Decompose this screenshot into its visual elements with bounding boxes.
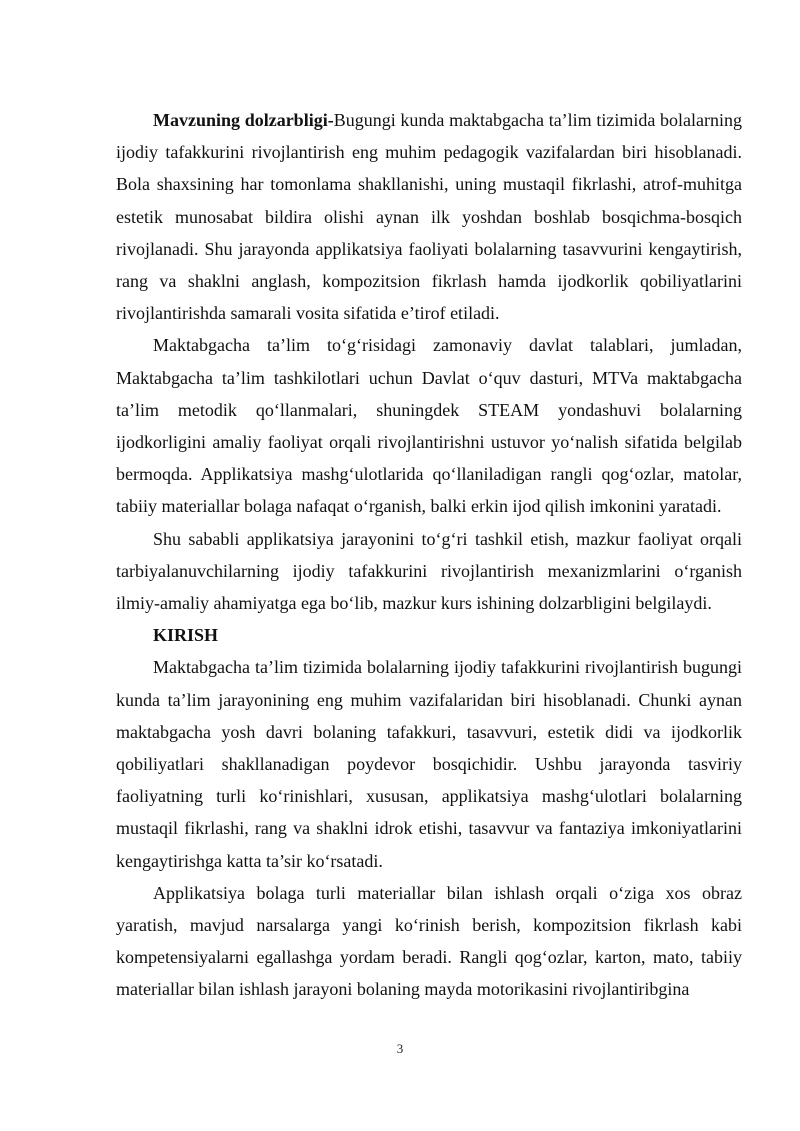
relevance-paragraph-1 [116,104,742,329]
introduction-paragraph-1: Maktabgacha ta’lim tizimida bolalarning ijodiy tafakkurini rivojlantirish bugungi kunda ta’lim jarayonining eng muhim vazifalaridan biri hisoblanadi. Chunki aynan maktabgacha yosh davri bolaning tafakkuri, tasavvuri, estetik didi va ijodkorlik qobiliyatlari shakllanadigan poydevor bosqichidir. Ushbu jarayonda tasviriy faoliyatning turli ko‘rinishlari, xususan, applikatsiya mashg‘ulotlari bolalarning mustaqil fikrlashi, rang va shaklni idrok etishi, tasavvur va fantaziya imkoniyatlarini kengaytirishga katta ta’sir ko‘rsatadi. [116,657,742,871]
introduction-heading: KIRISH [153,625,219,646]
page-number: 3 [396,1041,404,1056]
relevance-heading: Mavzuning dolzarbligi- [153,110,334,130]
page-body [116,104,742,1006]
relevance-paragraph-2: Maktabgacha ta’lim to‘g‘risidagi zamonaviy davlat talablari, jumladan, Maktabgacha ta’lim tashkilotlari uchun Davlat o‘quv dasturi, MTVa maktabgacha ta’lim metodik qo‘llanmalari, shuningdek STEAM yondashuvi bolalarning ijodkorligini amaliy faoliyat orqali rivojlantirishni ustuvor yo‘nalish sifatida belgilab bermoqda. Applikatsiya mashg‘ulotlarida qo‘llaniladigan rangli qog‘ozlar, matolar, tabiiy materiallar bolaga nafaqat o‘rganish, balki erkin ijod qilish imkonini yaratadi. [116,335,742,517]
relevance-paragraph-3: Shu sababli applikatsiya jarayonini to‘g‘ri tashkil etish, mazkur faoliyat orqali tarbiyalanuvchilarning ijodiy tafakkurini rivojlantirish mexanizmlarini o‘rganish ilmiy-amaliy ahamiyatga ega bo‘lib, mazkur kurs ishining dolzarbligini belgilaydi. [116,528,742,614]
relevance-paragraph-1-text: Bugungi kunda maktabgacha ta’lim tizimida bolalarning ijodiy tafakkurini rivojlantirish eng muhim pedagogik vazifalardan biri hisoblanadi. Bola shaxsining har tomonlama shakllanishi, uning mustaqil fikrlashi, atrof-muhitga estetik munosabat bildira olishi aynan ilk yoshdan boshlab bosqichma-bosqich rivojlanadi. Shu jarayonda applikatsiya faoliyati bolalarning tasavvurini kengaytirish, rang va shaklni anglash, kompozitsion fikrlash hamda ijodkorlik qobiliyatlarini rivojlantirishda samarali vosita sifatida e’tirof etiladi. [116,110,743,324]
introduction-paragraph-2: Applikatsiya bolaga turli materiallar bilan ishlash orqali o‘ziga xos obraz yaratish, mavjud narsalarga yangi ko‘rinish berish, kompozitsion fikrlash kabi kompetensiyalarni egallashga yordam beradi. Rangli qog‘ozlar, karton, mato, tabiiy materiallar bilan ishlash jarayoni bolaning mayda motorikasini rivojlantiribgina [116,882,742,1000]
